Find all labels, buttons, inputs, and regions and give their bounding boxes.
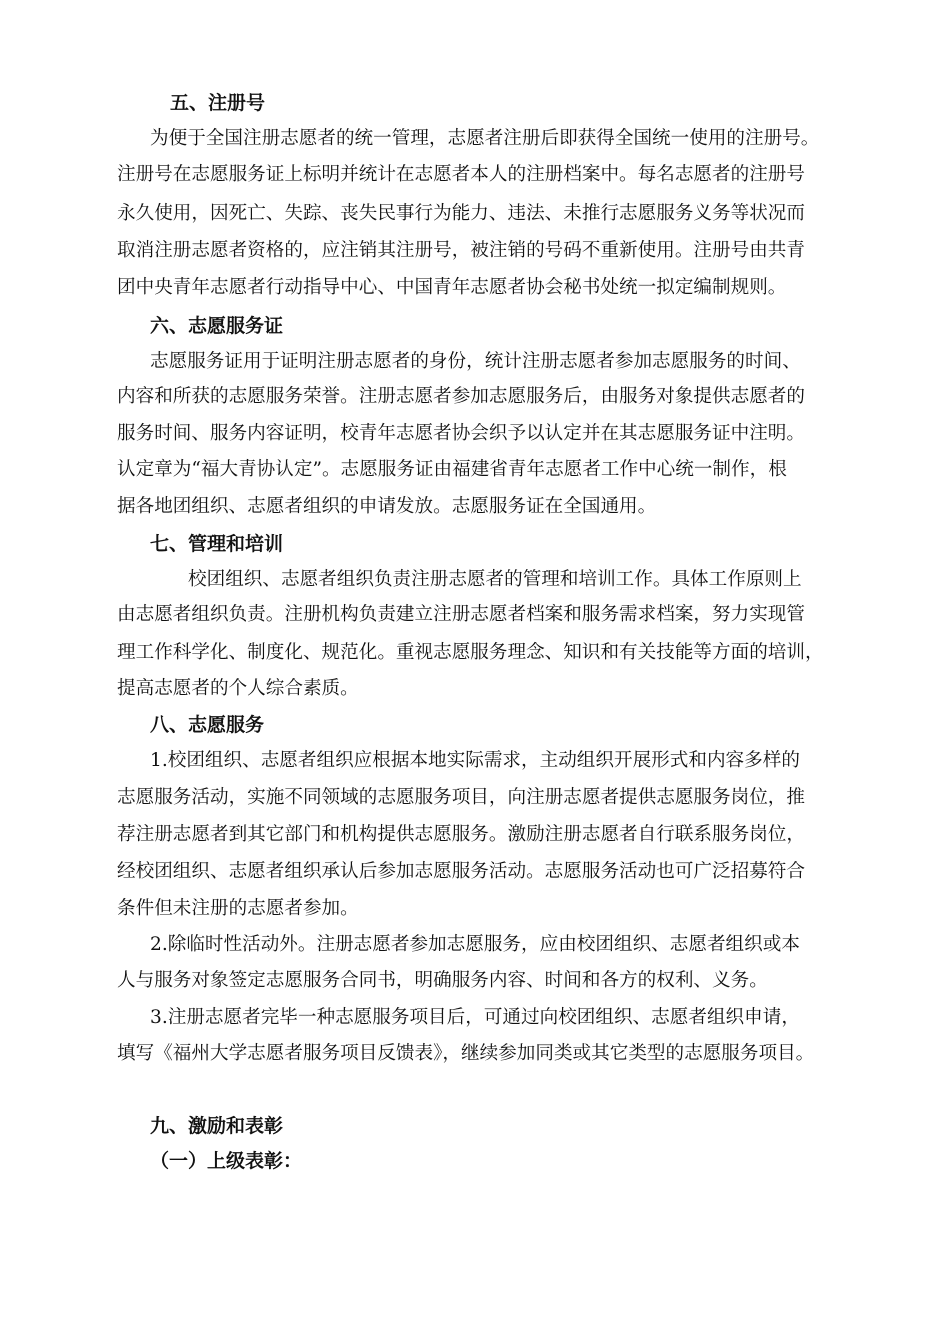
paragraph-line: 注册号在志愿服务证上标明并统计在志愿者本人的注册档案中。每名志愿者的注册号 bbox=[117, 164, 805, 185]
paragraph-line: 志愿服务证用于证明注册志愿者的身份，统计注册志愿者参加志愿服务的时间、 bbox=[150, 351, 801, 372]
paragraph-line: 经校团组织、志愿者组织承认后参加志愿服务活动。志愿服务活动也可广泛招募符合 bbox=[117, 861, 805, 882]
paragraph-line: 提高志愿者的个人综合素质。 bbox=[117, 678, 359, 699]
paragraph-line: 取消注册志愿者资格的，应注销其注册号，被注销的号码不重新使用。注册号由共青 bbox=[117, 240, 805, 261]
paragraph-line: 服务时间、服务内容证明，校青年志愿者协会织予以认定并在其志愿服务证中注明。 bbox=[117, 423, 805, 444]
paragraph-line: 校团组织、志愿者组织负责注册志愿者的管理和培训工作。具体工作原则上 bbox=[188, 569, 802, 590]
paragraph-line: 2.除临时性活动外。注册志愿者参加志愿服务，应由校团组织、志愿者组织或本 bbox=[150, 934, 800, 955]
paragraph-line: 1.校团组织、志愿者组织应根据本地实际需求，主动组织开展形式和内容多样的 bbox=[150, 750, 800, 771]
paragraph-line: 荐注册志愿者到其它部门和机构提供志愿服务。激励注册志愿者自行联系服务岗位， bbox=[117, 824, 805, 845]
paragraph-line: 永久使用，因死亡、失踪、丧失民事行为能力、违法、未推行志愿服务义务等状况而 bbox=[117, 203, 805, 224]
section-heading-incentives-awards: 九、激励和表彰 bbox=[150, 1115, 284, 1137]
paragraph-line: 3.注册志愿者完毕一种志愿服务项目后，可通过向校团组织、志愿者组织申请， bbox=[150, 1007, 800, 1028]
paragraph-line: 团中央青年志愿者行动指导中心、中国青年志愿者协会秘书处统一拟定编制规则。 bbox=[117, 277, 787, 298]
paragraph-line: 人与服务对象签定志愿服务合同书，明确服务内容、时间和各方的权利、义务。 bbox=[117, 970, 768, 991]
paragraph-line: 由志愿者组织负责。注册机构负责建立注册志愿者档案和服务需求档案，努力实现管 bbox=[117, 604, 805, 625]
section-heading-volunteer-service: 八、志愿服务 bbox=[150, 714, 265, 736]
paragraph-line: 为便于全国注册志愿者的统一管理，志愿者注册后即获得全国统一使用的注册号。 bbox=[150, 128, 820, 149]
section-heading-registration-number: 五、注册号 bbox=[170, 92, 266, 114]
subsection-heading-higher-level-awards: （一）上级表彰： bbox=[150, 1150, 303, 1172]
paragraph-line: 据各地团组织、志愿者组织的申请发放。志愿服务证在全国通用。 bbox=[117, 496, 657, 517]
paragraph-line: 志愿服务活动，实施不同领域的志愿服务项目，向注册志愿者提供志愿服务岗位，推 bbox=[117, 787, 805, 808]
section-heading-service-certificate: 六、志愿服务证 bbox=[150, 315, 284, 337]
paragraph-line: 填写《福州大学志愿者服务项目反馈表》，继续参加同类或其它类型的志愿服务项目。 bbox=[117, 1043, 815, 1064]
paragraph-line: 理工作科学化、制度化、规范化。重视志愿服务理念、知识和有关技能等方面的培训， bbox=[117, 642, 824, 663]
paragraph-line: 认定章为“福大青协认定”。志愿服务证由福建省青年志愿者工作中心统一制作，根 bbox=[117, 459, 787, 480]
paragraph-line: 条件但未注册的志愿者参加。 bbox=[117, 898, 359, 919]
section-heading-management-training: 七、管理和培训 bbox=[150, 533, 284, 555]
paragraph-line: 内容和所获的志愿服务荣誉。注册志愿者参加志愿服务后，由服务对象提供志愿者的 bbox=[117, 386, 805, 407]
